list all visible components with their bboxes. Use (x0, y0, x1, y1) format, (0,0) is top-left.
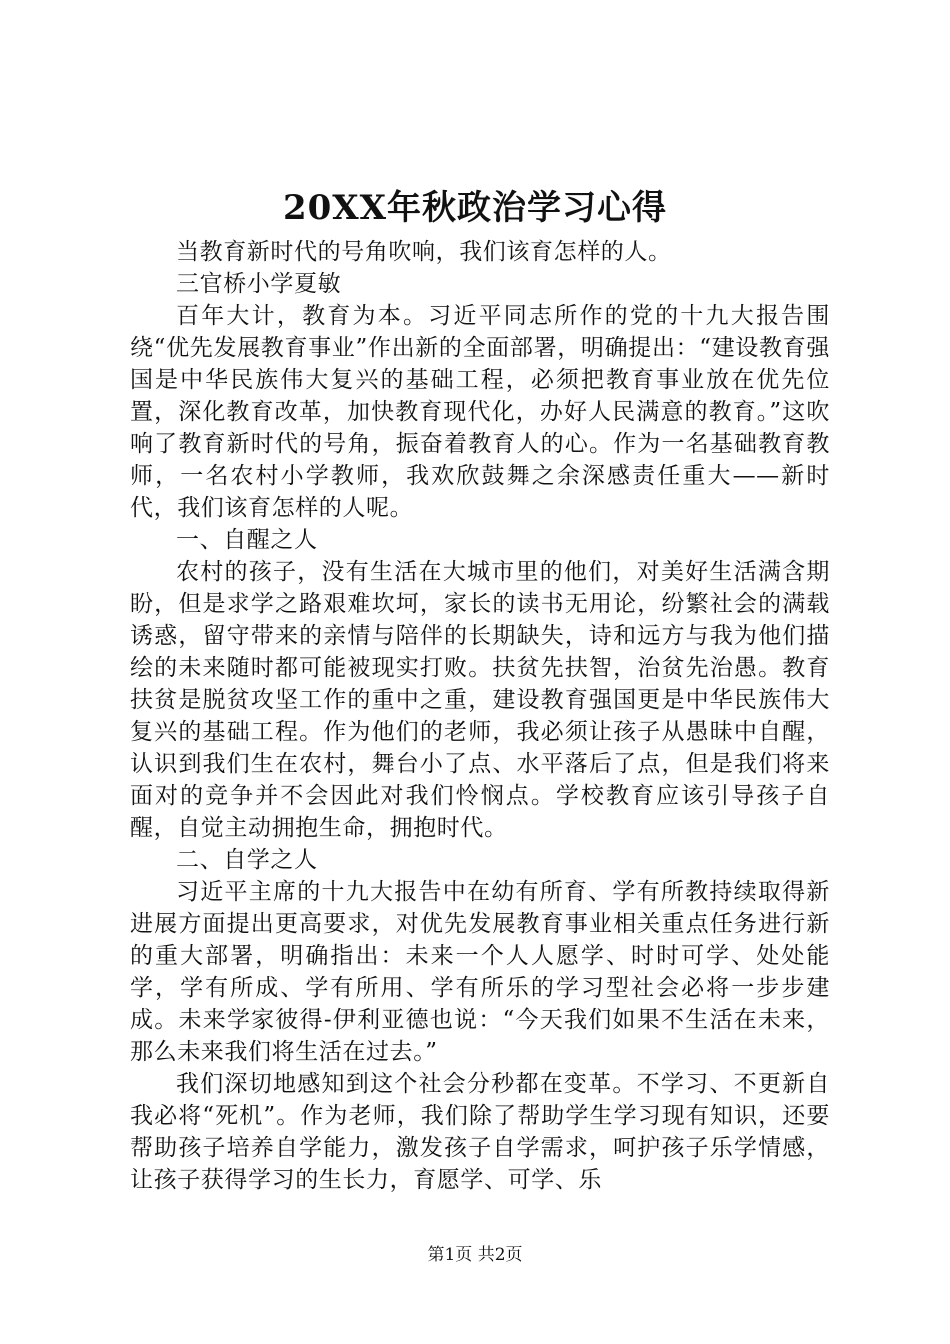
document-body (130, 236, 830, 1196)
intro-paragraph: 百年大计，教育为本。习近平同志所作的党的十九大报告围绕“优先发展教育事业”作出新的全面部署，明确提出：“建设教育强国是中华民族伟大复兴的基础工程，必须把教育事业放在优先位置，深化教育改革，加快教育现代化，办好人民满意的教育。”这吹响了教育新时代的号角，振奋着教育人的心。作为一名基础教育教师，一名农村小学教师，我欢欣鼓舞之余深感责任重大——新时代，我们该育怎样的人呢。 (130, 303, 830, 521)
section-heading-2: 二、自学之人 (176, 847, 318, 873)
author-line: 三官桥小学夏敏 (176, 271, 342, 297)
section-heading-1: 一、自醒之人 (176, 527, 318, 553)
section-1-paragraph: 农村的孩子，没有生活在大城市里的他们，对美好生活满含期盼，但是求学之路艰难坎坷，家长的读书无用论，纷繁社会的满载诱惑，留守带来的亲情与陪伴的长期缺失，诗和远方与我为他们描绘的未来随时都可能被现实打败。扶贫先扶智，治贫先治愚。教育扶贫是脱贫攻坚工作的重中之重，建设教育强国更是中华民族伟大复兴的基础工程。作为他们的老师，我必须让孩子从愚昧中自醒，认识到我们生在农村，舞台小了点、水平落后了点，但是我们将来面对的竞争并不会因此对我们怜悯点。学校教育应该引导孩子自醒，自觉主动拥抱生命，拥抱时代。 (130, 559, 830, 841)
page-number-footer: 第1页 共2页 (427, 1245, 523, 1265)
section-2-paragraph-2: 我们深切地感知到这个社会分秒都在变革。不学习、不更新自我必将“死机”。作为老师，我们除了帮助学生学习现有知识，还要帮助孩子培养自学能力，激发孩子自学需求，呵护孩子乐学情感，让孩子获得学习的生长力，育愿学、可学、乐 (130, 1071, 830, 1193)
subtitle-line: 当教育新时代的号角吹响，我们该育怎样的人。 (176, 239, 672, 265)
document-title: 20XX年秋政治学习心得 (282, 188, 668, 228)
section-2-paragraph-1: 习近平主席的十九大报告中在幼有所育、学有所教持续取得新进展方面提出更高要求，对优先发展教育事业相关重点任务进行新的重大部署，明确指出：未来一个人人愿学、时时可学、处处能学，学有所成、学有所用、学有所乐的学习型社会必将一步步建成。未来学家彼得-伊利亚德也说：“今天我们如果不生活在未来，那么未来我们将生活在过去。” (130, 879, 830, 1065)
